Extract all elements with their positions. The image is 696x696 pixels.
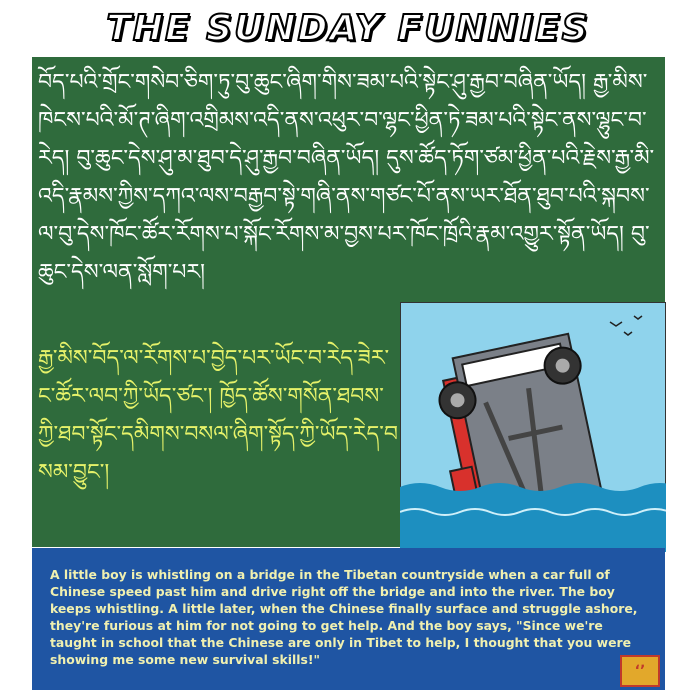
car-sinking-illustration [400, 302, 666, 552]
tibetan-quote-text: རྒྱ་མིས་བོད་ལ་རོགས་པ་བྱེད་པར་ཡོང་བ་རེད་ཟེར་ང་ཚོར་ལབ་ཀྱི་ཡོད་ཙང་། ཁྱོད་ཚོས་གསོན་ཐབས་ཀྱི་ཐབ་སྟོང་དམིགས་བསལ་ཞིག་སྟོད་ཀྱི་ཡོད་རེད་བསམ་བྱུང་། [38, 346, 398, 485]
tibetan-story-text: བོད་པའི་གྲོང་གསེབ་ཅིག་ཏུ་བུ་ཆུང་ཞིག་གིས་ཟམ་པའི་སྟེང་ཤུ་རྒྱབ་བཞིན་ཡོད། རྒྱ་མིས་ཁེངས་པའི་མོ་ཊ་ཞིག་འགྲིམས་འདི་ནས་འཕུར་བ་ལྷང་ཕྱིན་ཏེ་ཟམ་པའི་སྟེང་ནས་ལྷུང་བ་རེད། བུ་ཆུང་དེས་ཤུ་མ་ཐུབ་དེ་ཤུ་རྒྱབ་བཞིན་ཡོད། དུས་ཚོད་ཏོག་ཙམ་ཕྱིན་པའི་རྗེས་རྒྱ་མི་འདི་རྣམས་ཀྱིས་དཀའ་ལས་བརྒྱབ་སྟེ་གཞི་ནས་གཙང་པོ་ནས་ཡར་ཐོན་ཐུབ་པའི་སྐབས་ལ་བུ་དེས་ཁོང་ཚོར་རོགས་པ་སྐོང་རོགས་མ་བྱས་པར་ཁོང་ཁྲོའི་རྣམ་འགྱུར་སྟོན་ཡོད། བུ་ཆུང་དེས་ལན་སློག་པར། [38, 70, 655, 285]
english-caption: A little boy is whistling on a bridge in the Tibetan countryside when a car full of Chinese speed past him and drive right off the bridge and into the river. The boy keeps whistling. A little later, when the Chinese finally surface and struggle ashore, they're furious at him for not going to get help. And the boy says, "Since we're taught in school that the Chinese are only in Tibet to help, I thought that you were showing me some new survival skills!" [50, 567, 638, 667]
page-title: THE SUNDAY FUNNIES [106, 8, 590, 49]
artist-logo: ʻʼ [620, 655, 660, 687]
